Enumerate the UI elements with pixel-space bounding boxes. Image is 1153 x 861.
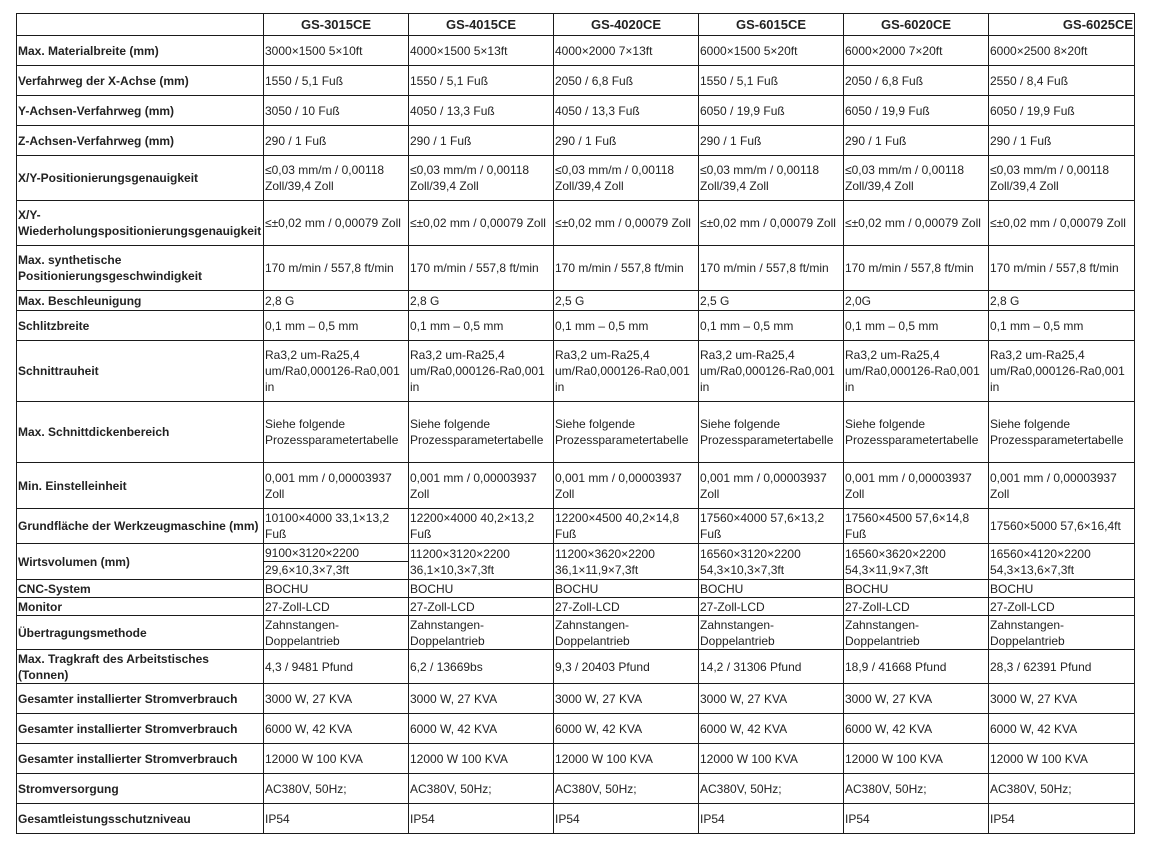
value-cell: 2,8 G <box>264 291 409 311</box>
value-cell: IP54 <box>989 804 1135 834</box>
value-cell: 3050 / 10 Fuß <box>264 96 409 126</box>
row-label: Wirtsvolumen (mm) <box>17 544 264 580</box>
value-cell: ≤±0,02 mm / 0,00079 Zoll <box>699 201 844 246</box>
row-label: Schnittrauheit <box>17 341 264 402</box>
row-label: Max. Tragkraft des Arbeitstisches (Tonnen) <box>17 650 264 684</box>
value-cell: 12000 W 100 KVA <box>844 744 989 774</box>
value-cell: Siehe folgende Prozessparametertabelle <box>844 402 989 463</box>
value-cell: 2,5 G <box>699 291 844 311</box>
value-cell: 6050 / 19,9 Fuß <box>699 96 844 126</box>
table-row <box>17 201 1135 246</box>
value-cell: 3000 W, 27 KVA <box>554 684 699 714</box>
value-cell: ≤0,03 mm/m / 0,00118 Zoll/39,4 Zoll <box>699 156 844 201</box>
value-cell: 0,001 mm / 0,00003937 Zoll <box>409 463 554 509</box>
value-cell: 16560×3120×2200 54,3×10,3×7,3ft <box>699 544 844 580</box>
value-cell: AC380V, 50Hz; <box>264 774 409 804</box>
value-cell: 10100×4000 33,1×13,2 Fuß <box>264 509 409 544</box>
value-cell: 1550 / 5,1 Fuß <box>264 66 409 96</box>
value-cell: Zahnstangen-Doppelantrieb <box>699 616 844 650</box>
value-cell: BOCHU <box>264 580 409 598</box>
value-cell: 11200×3620×2200 36,1×11,9×7,3ft <box>554 544 699 580</box>
corner-cell <box>17 14 264 36</box>
value-cell: 12000 W 100 KVA <box>989 744 1135 774</box>
value-cell: Ra3,2 um-Ra25,4 um/Ra0,000126-Ra0,001 in <box>989 341 1135 402</box>
table-row <box>17 246 1135 291</box>
value-cell: 17560×4500 57,6×14,8 Fuß <box>844 509 989 544</box>
value-cell: 27-Zoll-LCD <box>264 598 409 616</box>
value-cell: 0,1 mm – 0,5 mm <box>844 311 989 341</box>
value-cell: BOCHU <box>409 580 554 598</box>
value-cell: 12000 W 100 KVA <box>264 744 409 774</box>
value-cell: 9,3 / 20403 Pfund <box>554 650 699 684</box>
table-row <box>17 66 1135 96</box>
value-cell: 0,1 mm – 0,5 mm <box>409 311 554 341</box>
table-row <box>17 598 1135 616</box>
model-header: GS-6015CE <box>699 14 844 36</box>
table-row <box>17 463 1135 509</box>
value-cell: 12200×4000 40,2×13,2 Fuß <box>409 509 554 544</box>
value-cell: AC380V, 50Hz; <box>409 774 554 804</box>
value-cell: 0,001 mm / 0,00003937 Zoll <box>699 463 844 509</box>
table-row <box>17 684 1135 714</box>
value-cell: IP54 <box>554 804 699 834</box>
value-cell: 290 / 1 Fuß <box>409 126 554 156</box>
value-cell: 0,001 mm / 0,00003937 Zoll <box>844 463 989 509</box>
row-label: Gesamter installierter Stromverbrauch <box>17 684 264 714</box>
value-cell: IP54 <box>844 804 989 834</box>
value-cell: ≤0,03 mm/m / 0,00118 Zoll/39,4 Zoll <box>554 156 699 201</box>
value-cell: 4000×1500 5×13ft <box>409 36 554 66</box>
value-cell: BOCHU <box>989 580 1135 598</box>
table-row <box>17 744 1135 774</box>
value-cell: 290 / 1 Fuß <box>554 126 699 156</box>
value-cell: Ra3,2 um-Ra25,4 um/Ra0,000126-Ra0,001 in <box>409 341 554 402</box>
value-cell: 170 m/min / 557,8 ft/min <box>409 246 554 291</box>
table-row <box>17 544 1135 580</box>
value-cell: 6000 W, 42 KVA <box>844 714 989 744</box>
value-cell: 4,3 / 9481 Pfund <box>264 650 409 684</box>
value-cell: 1550 / 5,1 Fuß <box>699 66 844 96</box>
value-cell: ≤±0,02 mm / 0,00079 Zoll <box>264 201 409 246</box>
row-label: Gesamtleistungsschutzniveau <box>17 804 264 834</box>
table-row <box>17 341 1135 402</box>
value-cell: 6000×1500 5×20ft <box>699 36 844 66</box>
value-cell: 16560×4120×2200 54,3×13,6×7,3ft <box>989 544 1135 580</box>
table-row <box>17 616 1135 650</box>
value-cell: Zahnstangen-Doppelantrieb <box>409 616 554 650</box>
value-cell: Siehe folgende Prozessparametertabelle <box>409 402 554 463</box>
value-cell: 290 / 1 Fuß <box>699 126 844 156</box>
value-cell: ≤±0,02 mm / 0,00079 Zoll <box>554 201 699 246</box>
row-label: Max. Materialbreite (mm) <box>17 36 264 66</box>
value-cell: 0,001 mm / 0,00003937 Zoll <box>264 463 409 509</box>
value-cell: 6000 W, 42 KVA <box>699 714 844 744</box>
value-cell: 6000 W, 42 KVA <box>989 714 1135 744</box>
value-cell: 17560×4000 57,6×13,2 Fuß <box>699 509 844 544</box>
value-cell: BOCHU <box>844 580 989 598</box>
value-cell: 2050 / 6,8 Fuß <box>554 66 699 96</box>
value-cell: 12200×4500 40,2×14,8 Fuß <box>554 509 699 544</box>
value-cell: Zahnstangen-Doppelantrieb <box>989 616 1135 650</box>
value-cell: 27-Zoll-LCD <box>699 598 844 616</box>
value-cell: 1550 / 5,1 Fuß <box>409 66 554 96</box>
value-cell: 6050 / 19,9 Fuß <box>844 96 989 126</box>
value-cell: 2050 / 6,8 Fuß <box>844 66 989 96</box>
value-cell-part: 9100×3120×2200 <box>264 546 408 562</box>
row-label: Gesamter installierter Stromverbrauch <box>17 744 264 774</box>
row-label: Gesamter installierter Stromverbrauch <box>17 714 264 744</box>
table-row <box>17 126 1135 156</box>
value-cell: 16560×3620×2200 54,3×11,9×7,3ft <box>844 544 989 580</box>
row-label: CNC-System <box>17 580 264 598</box>
row-label: Max. Beschleunigung <box>17 291 264 311</box>
table-row <box>17 291 1135 311</box>
value-cell: ≤±0,02 mm / 0,00079 Zoll <box>844 201 989 246</box>
table-row <box>17 774 1135 804</box>
value-cell: ≤0,03 mm/m / 0,00118 Zoll/39,4 Zoll <box>264 156 409 201</box>
value-cell: 2,8 G <box>409 291 554 311</box>
value-cell: Ra3,2 um-Ra25,4 um/Ra0,000126-Ra0,001 in <box>554 341 699 402</box>
value-cell: 6,2 / 13669bs <box>409 650 554 684</box>
row-label: Min. Einstelleinheit <box>17 463 264 509</box>
value-cell: 6050 / 19,9 Fuß <box>989 96 1135 126</box>
row-label: Monitor <box>17 598 264 616</box>
value-cell: ≤±0,02 mm / 0,00079 Zoll <box>409 201 554 246</box>
value-cell: 170 m/min / 557,8 ft/min <box>989 246 1135 291</box>
value-cell: Zahnstangen-Doppelantrieb <box>264 616 409 650</box>
value-cell: 2550 / 8,4 Fuß <box>989 66 1135 96</box>
table-row <box>17 36 1135 66</box>
value-cell: Ra3,2 um-Ra25,4 um/Ra0,000126-Ra0,001 in <box>264 341 409 402</box>
table-row <box>17 509 1135 544</box>
value-cell: 17560×5000 57,6×16,4ft <box>989 509 1135 544</box>
value-cell: BOCHU <box>554 580 699 598</box>
value-cell: BOCHU <box>699 580 844 598</box>
value-cell: 0,1 mm – 0,5 mm <box>989 311 1135 341</box>
value-cell: Ra3,2 um-Ra25,4 um/Ra0,000126-Ra0,001 in <box>844 341 989 402</box>
value-cell: 170 m/min / 557,8 ft/min <box>844 246 989 291</box>
value-cell: AC380V, 50Hz; <box>989 774 1135 804</box>
value-cell: 4050 / 13,3 Fuß <box>409 96 554 126</box>
value-cell: IP54 <box>409 804 554 834</box>
value-cell: 27-Zoll-LCD <box>554 598 699 616</box>
row-label: Stromversorgung <box>17 774 264 804</box>
value-cell: ≤0,03 mm/m / 0,00118 Zoll/39,4 Zoll <box>844 156 989 201</box>
value-cell: 12000 W 100 KVA <box>554 744 699 774</box>
row-label: Schlitzbreite <box>17 311 264 341</box>
row-label: Max. Schnittdickenbereich <box>17 402 264 463</box>
header-row <box>17 14 1135 36</box>
value-cell: IP54 <box>699 804 844 834</box>
value-cell: 0,001 mm / 0,00003937 Zoll <box>554 463 699 509</box>
value-cell: 6000 W, 42 KVA <box>409 714 554 744</box>
model-header: GS-4015CE <box>409 14 554 36</box>
spec-body <box>17 36 1135 834</box>
value-cell: 290 / 1 Fuß <box>844 126 989 156</box>
row-label: Max. synthetische Positionierungsgeschwindigkeit <box>17 246 264 291</box>
spec-table <box>16 13 1135 834</box>
row-label: X/Y-Wiederholungspositionierungsgenauigkeit <box>17 201 264 246</box>
table-row <box>17 804 1135 834</box>
value-cell: Zahnstangen-Doppelantrieb <box>844 616 989 650</box>
table-row <box>17 311 1135 341</box>
value-cell: ≤±0,02 mm / 0,00079 Zoll <box>989 201 1135 246</box>
value-cell: 170 m/min / 557,8 ft/min <box>554 246 699 291</box>
value-cell: Ra3,2 um-Ra25,4 um/Ra0,000126-Ra0,001 in <box>699 341 844 402</box>
value-cell: 0,1 mm – 0,5 mm <box>554 311 699 341</box>
value-cell: 18,9 / 41668 Pfund <box>844 650 989 684</box>
value-cell: AC380V, 50Hz; <box>699 774 844 804</box>
value-cell: 6000×2000 7×20ft <box>844 36 989 66</box>
row-label: Z-Achsen-Verfahrweg (mm) <box>17 126 264 156</box>
value-cell: 6000×2500 8×20ft <box>989 36 1135 66</box>
value-cell: ≤0,03 mm/m / 0,00118 Zoll/39,4 Zoll <box>409 156 554 201</box>
value-cell: Siehe folgende Prozessparametertabelle <box>699 402 844 463</box>
value-cell: 4000×2000 7×13ft <box>554 36 699 66</box>
model-header: GS-4020CE <box>554 14 699 36</box>
value-cell: AC380V, 50Hz; <box>844 774 989 804</box>
value-cell: 0,1 mm – 0,5 mm <box>699 311 844 341</box>
value-cell: 3000 W, 27 KVA <box>989 684 1135 714</box>
value-cell: 14,2 / 31306 Pfund <box>699 650 844 684</box>
value-cell: 2,8 G <box>989 291 1135 311</box>
value-cell: 290 / 1 Fuß <box>989 126 1135 156</box>
value-cell: IP54 <box>264 804 409 834</box>
value-cell: 3000×1500 5×10ft <box>264 36 409 66</box>
row-label: Y-Achsen-Verfahrweg (mm) <box>17 96 264 126</box>
value-cell <box>264 544 409 580</box>
value-cell: 170 m/min / 557,8 ft/min <box>264 246 409 291</box>
value-cell: 3000 W, 27 KVA <box>844 684 989 714</box>
table-row <box>17 714 1135 744</box>
value-cell: 3000 W, 27 KVA <box>699 684 844 714</box>
value-cell: 27-Zoll-LCD <box>844 598 989 616</box>
value-cell: 290 / 1 Fuß <box>264 126 409 156</box>
value-cell: 3000 W, 27 KVA <box>409 684 554 714</box>
value-cell: Zahnstangen-Doppelantrieb <box>554 616 699 650</box>
model-header: GS-6025CE <box>989 14 1135 36</box>
value-cell: 28,3 / 62391 Pfund <box>989 650 1135 684</box>
row-label: Grundfläche der Werkzeugmaschine (mm) <box>17 509 264 544</box>
model-header: GS-6020CE <box>844 14 989 36</box>
value-cell: ≤0,03 mm/m / 0,00118 Zoll/39,4 Zoll <box>989 156 1135 201</box>
value-cell: Siehe folgende Prozessparametertabelle <box>554 402 699 463</box>
value-cell: 12000 W 100 KVA <box>699 744 844 774</box>
value-cell: Siehe folgende Prozessparametertabelle <box>264 402 409 463</box>
row-label: Übertragungsmethode <box>17 616 264 650</box>
value-cell: 11200×3120×2200 36,1×10,3×7,3ft <box>409 544 554 580</box>
value-cell: 170 m/min / 557,8 ft/min <box>699 246 844 291</box>
row-label: Verfahrweg der X-Achse (mm) <box>17 66 264 96</box>
table-row <box>17 402 1135 463</box>
table-row <box>17 580 1135 598</box>
value-cell: AC380V, 50Hz; <box>554 774 699 804</box>
table-row <box>17 156 1135 201</box>
value-cell: 0,1 mm – 0,5 mm <box>264 311 409 341</box>
row-label: X/Y-Positionierungsgenauigkeit <box>17 156 264 201</box>
value-cell: 27-Zoll-LCD <box>409 598 554 616</box>
value-cell: 2,0G <box>844 291 989 311</box>
value-cell: Siehe folgende Prozessparametertabelle <box>989 402 1135 463</box>
value-cell: 12000 W 100 KVA <box>409 744 554 774</box>
table-row <box>17 650 1135 684</box>
model-header: GS-3015CE <box>264 14 409 36</box>
value-cell: 27-Zoll-LCD <box>989 598 1135 616</box>
value-cell: 6000 W, 42 KVA <box>264 714 409 744</box>
value-cell-part: 29,6×10,3×7,3ft <box>265 562 350 577</box>
value-cell: 6000 W, 42 KVA <box>554 714 699 744</box>
value-cell: 3000 W, 27 KVA <box>264 684 409 714</box>
value-cell: 2,5 G <box>554 291 699 311</box>
value-cell: 0,001 mm / 0,00003937 Zoll <box>989 463 1135 509</box>
value-cell: 4050 / 13,3 Fuß <box>554 96 699 126</box>
table-row <box>17 96 1135 126</box>
